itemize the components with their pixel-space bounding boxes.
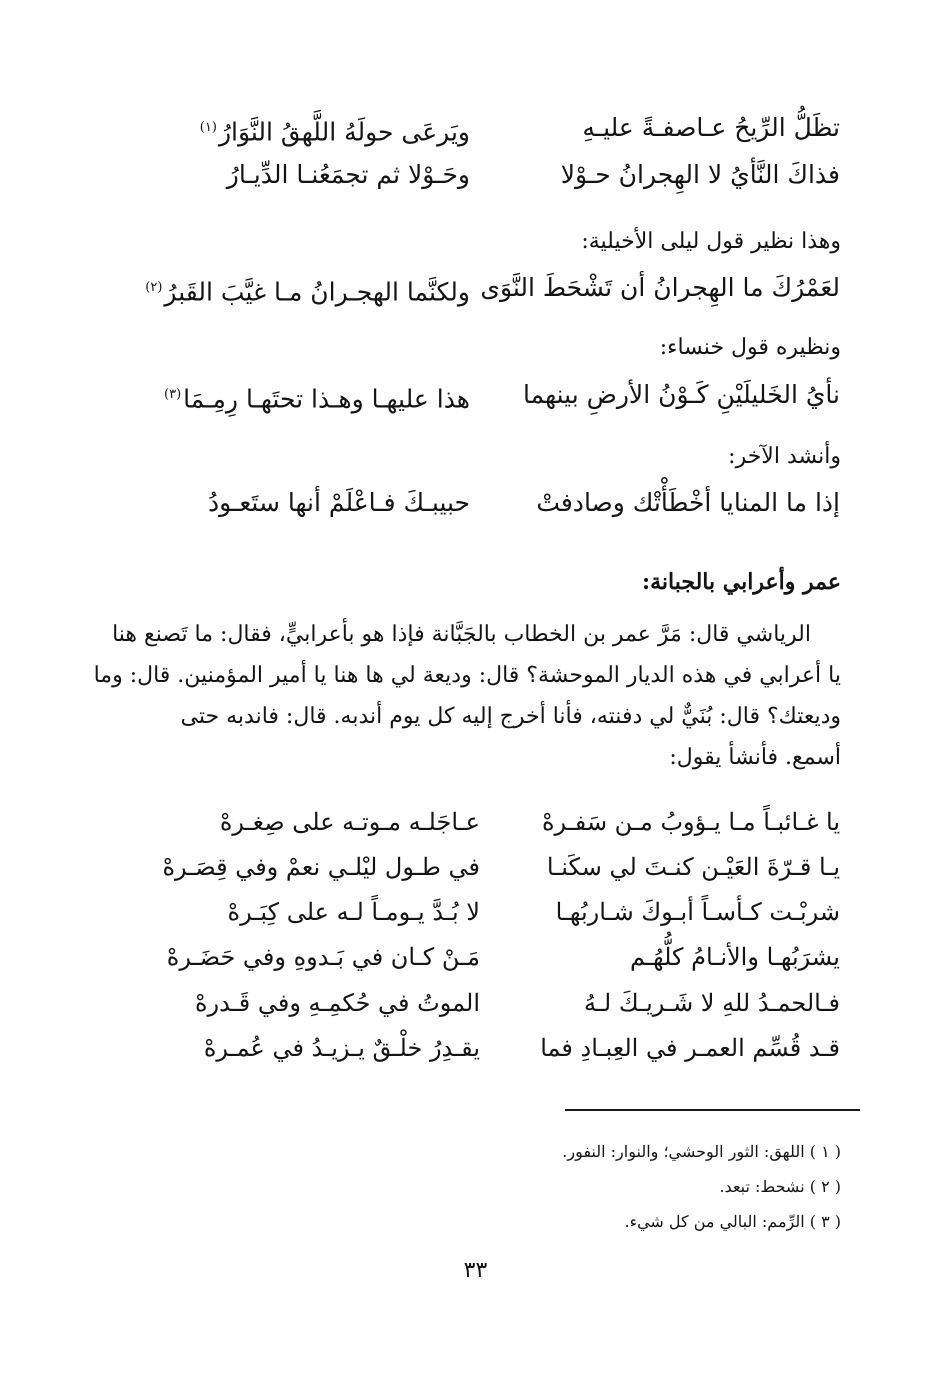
verse-second-hemistich (140, 105, 470, 155)
footnote-marker: (١) (199, 120, 217, 135)
footnote: ( ١ ) اللهق: الثور الوحشي؛ والنوار: النفور. (562, 1142, 841, 1161)
verse-line (110, 480, 840, 526)
verse-first-hemistich: فـالحمـدُ للهِ لا شَـريـكَ لـهُ (584, 989, 840, 1017)
verse-first-hemistich: يشرَبُهـا والأنـامُ كلُّهُـم (630, 943, 840, 971)
verse-first-hemistich: نأيُ الخَليلَيْنِ كَـوْنُ الأرضِ بينهما (523, 380, 840, 409)
footnote: ( ٣ ) الرِّمم: البالي من كل شيء. (624, 1212, 841, 1231)
verse-second-hemistich (140, 372, 470, 422)
intro-text: وأنشد الآخر: (728, 444, 841, 469)
verse-line (110, 372, 840, 418)
verse-line (110, 105, 840, 151)
poem-verse (140, 802, 840, 842)
verse-first-hemistich: لعَمْرُكَ ما الهِجرانُ أن تَشْحَطَ النَّوَى (480, 273, 840, 302)
verse-second-hemistich: عـاجَلـه مـوتـه على صِغـرهْ (219, 808, 480, 836)
prose-line: الرياشي قال: مَرَّ عمر بن الخطاب بالجَبَّانة فإذا هو بأعرابيٍّ، فقال: ما تَصنع هنا (112, 622, 811, 647)
verse-line (110, 152, 840, 198)
intro-text: وهذا نظير قول ليلى الأخيلية: (581, 229, 841, 254)
verse-second-hemistich (140, 265, 470, 315)
poem-verse (140, 937, 840, 977)
hemistich-text: هذا عليهـا وهـذا تحتَهـا رِمِـمَا (183, 384, 470, 414)
prose-line: وديعتك؟ قال: بُنَيٌّ لي دفنته، فأنا أخرج إليه كل يوم أندبه. قال: فاندبه حتى (180, 704, 841, 729)
prose-line: أسمع. فأنشأ يقول: (669, 745, 841, 770)
intro-text: ونظيره قول خنساء: (659, 335, 841, 360)
verse-second-hemistich: وحَـوْلا ثم تجمَعُنـا الدِّيـارُ (226, 160, 470, 189)
verse-first-hemistich: فذاكَ النَّأيُ لا الهِجرانُ حـوْلا (560, 160, 840, 189)
verse-second-hemistich: يقـدِرُ خلْـقٌ يـزيـدُ في عُمـرهْ (203, 1034, 480, 1062)
verse-first-hemistich: يا غـائبـاً مـا يـؤوبُ مـن سَفـرهْ (541, 808, 840, 836)
verse-second-hemistich: حبيبـكَ فـاعْلَمْ أنها ستَعـودُ (207, 488, 470, 517)
verse-first-hemistich: تظَلُّ الرِّيحُ عـاصفـةً عليـهِ (582, 113, 840, 142)
verse-first-hemistich: شربْـت كـأسـاً أبـوكَ شـاربُهـا (555, 898, 840, 926)
footnote-divider (565, 1109, 860, 1111)
poem-verse (140, 983, 840, 1023)
footnote: ( ٢ ) نشحط: تبعد. (719, 1177, 841, 1196)
verse-second-hemistich: لا بُـدَّ يـومـاً لـه على كِبَـرهْ (227, 898, 480, 926)
verse-line (110, 265, 840, 311)
footnote-marker: (٢) (145, 280, 163, 295)
poem-verse (140, 1028, 840, 1068)
poem-verse (140, 892, 840, 932)
hemistich-text: ويَرعَى حولَهُ اللَّهقُ النَّوَارُ (218, 117, 470, 147)
verse-first-hemistich: قـد قُسِّم العمـر في العِبـادِ فما (540, 1034, 840, 1062)
verse-first-hemistich: إذا ما المنايا أخْطَأْتْك وصادفتْ (536, 488, 840, 517)
footnote-marker: (٣) (164, 387, 182, 402)
poem-verse (140, 847, 840, 887)
page-number: ٣٣ (463, 1258, 488, 1283)
verse-second-hemistich: في طـول ليْلـي نعمْ وفي قِصَـرهْ (162, 853, 480, 881)
hemistich-text: ولكنَّما الهجـرانُ مـا غيَّبَ القَبرُ (164, 277, 470, 307)
section-heading: عمر وأعرابي بالجبانة: (642, 569, 841, 595)
verse-second-hemistich: الموتُ في حُكمِـهِ وفي قَـدرهْ (194, 989, 480, 1017)
verse-second-hemistich: مَـنْ كـان في بَـدوهِ وفي حَضَـرهْ (166, 943, 480, 971)
prose-line: يا أعرابي في هذه الديار الموحشة؟ قال: وديعة لي ها هنا يا أمير المؤمنين. قال: وما (93, 663, 841, 688)
prose-paragraph (93, 614, 841, 778)
verse-first-hemistich: يـا قـرّةَ العَيْـن كنـتَ لي سكَنـا (546, 853, 840, 881)
